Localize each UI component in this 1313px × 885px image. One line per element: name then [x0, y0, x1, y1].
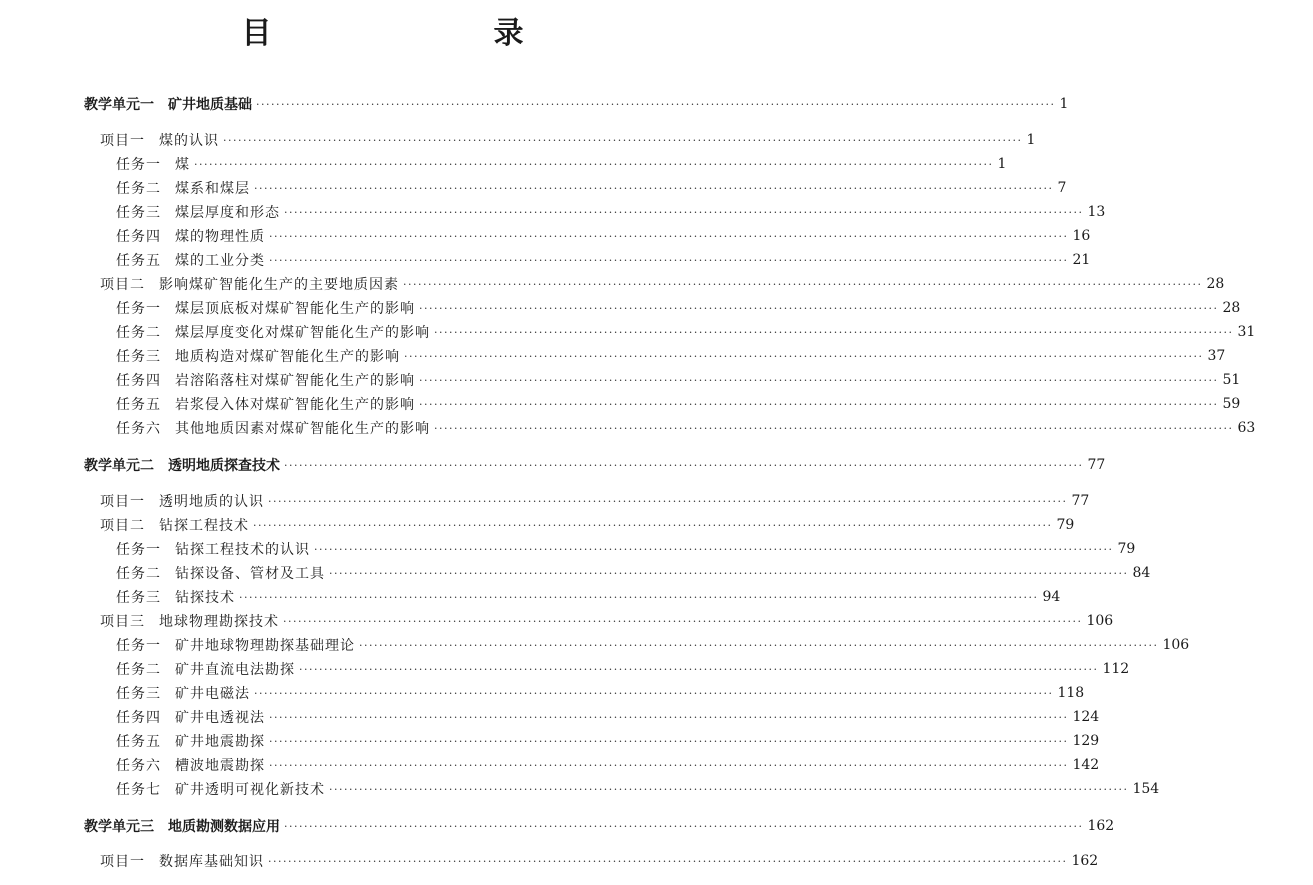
toc-page-number: 77 — [1087, 457, 1106, 473]
toc-page-number: 79 — [1117, 541, 1136, 557]
toc-project-entry — [0, 611, 1114, 631]
dot-leader: ································································································································································ — [434, 325, 1234, 339]
toc-entry-name: 地球物理勘探技术 — [159, 614, 279, 630]
dot-leader: ································································································································································ — [269, 734, 1069, 748]
toc-entry-label: 教学单元三 — [84, 819, 154, 835]
toc-task-entry — [0, 707, 1100, 727]
toc-entry-label: 任务四 — [116, 710, 161, 726]
toc-page-number: 1 — [1026, 132, 1036, 148]
toc-project-entry — [0, 130, 1036, 150]
toc-task-entry — [0, 635, 1190, 655]
toc-entry-name: 煤 — [175, 157, 190, 173]
dot-leader: ································································································································································ — [329, 566, 1129, 580]
toc-page-number: 124 — [1072, 709, 1100, 725]
dot-leader: ································································································································································ — [268, 494, 1068, 508]
toc-entry-label: 任务三 — [116, 686, 161, 702]
toc-entry-label: 项目一 — [100, 494, 145, 510]
toc-entry-title — [116, 587, 235, 607]
toc-entry-title — [84, 94, 252, 114]
toc-entry-name: 矿井电磁法 — [175, 686, 250, 702]
toc-entry-name: 煤的物理性质 — [175, 229, 265, 245]
toc-page-number: 59 — [1222, 396, 1241, 412]
dot-leader: ································································································································································ — [239, 590, 1039, 604]
dot-leader: ································································································································································ — [299, 662, 1099, 676]
toc-page-number: 79 — [1056, 517, 1075, 533]
toc-page-number: 106 — [1086, 613, 1114, 629]
toc-entry-name: 矿井地球物理勘探基础理论 — [175, 638, 355, 654]
toc-entry-title — [116, 298, 415, 318]
toc-entry-name: 矿井电透视法 — [175, 710, 265, 726]
toc-entry-title — [116, 755, 265, 775]
toc-entry-label: 任务四 — [116, 229, 161, 245]
toc-entry-label: 教学单元一 — [84, 97, 154, 113]
toc-entry-title — [116, 779, 325, 799]
toc-entry-title — [100, 851, 264, 871]
toc-entry-label: 项目二 — [100, 277, 145, 293]
toc-entry-title — [100, 274, 399, 294]
toc-entry-name: 矿井透明可视化新技术 — [175, 782, 325, 798]
toc-entry-title — [116, 226, 265, 246]
toc-entry-label: 任务一 — [116, 301, 161, 317]
dot-leader: ································································································································································ — [269, 253, 1069, 267]
toc-page-number: 28 — [1222, 300, 1241, 316]
toc-entry-title — [116, 322, 430, 342]
dot-leader: ································································································································································ — [254, 686, 1054, 700]
toc-entry-label: 任务五 — [116, 397, 161, 413]
toc-page-number: 1 — [1059, 96, 1069, 112]
toc-entry-name: 地质构造对煤矿智能化生产的影响 — [175, 349, 400, 365]
toc-entry-title — [116, 563, 325, 583]
toc-task-entry — [0, 418, 1256, 438]
toc-page-number: 106 — [1162, 637, 1190, 653]
toc-page-number: 162 — [1071, 853, 1099, 869]
toc-task-entry — [0, 370, 1241, 390]
toc-entry-title — [116, 370, 415, 390]
toc-entry-name: 矿井地震勘探 — [175, 734, 265, 750]
toc-page-number: 13 — [1087, 204, 1106, 220]
toc-entry-label: 任务七 — [116, 782, 161, 798]
dot-leader: ································································································································································ — [419, 397, 1219, 411]
toc-entry-name: 影响煤矿智能化生产的主要地质因素 — [159, 277, 399, 293]
toc-page-number: 31 — [1237, 324, 1256, 340]
toc-entry-name: 槽波地震勘探 — [175, 758, 265, 774]
toc-task-entry — [0, 322, 1256, 342]
dot-leader: ································································································································································ — [254, 181, 1054, 195]
toc-entry-name: 煤层顶底板对煤矿智能化生产的影响 — [175, 301, 415, 317]
toc-page-number: 142 — [1072, 757, 1100, 773]
toc-task-entry — [0, 731, 1100, 751]
toc-entry-title — [100, 491, 264, 511]
toc-task-entry — [0, 563, 1151, 583]
toc-page-number: 1 — [997, 156, 1007, 172]
toc-entry-label: 任务六 — [116, 758, 161, 774]
dot-leader: ································································································································································ — [404, 349, 1204, 363]
toc-entry-label: 任务六 — [116, 421, 161, 437]
toc-entry-title — [116, 707, 265, 727]
toc-entry-name: 矿井地质基础 — [168, 97, 252, 113]
dot-leader: ································································································································································ — [269, 758, 1069, 772]
toc-entry-label: 项目三 — [100, 614, 145, 630]
toc-entry-title — [100, 130, 219, 150]
toc-entry-title — [100, 611, 279, 631]
toc-entry-label: 任务二 — [116, 566, 161, 582]
dot-leader: ································································································································································ — [269, 710, 1069, 724]
dot-leader: ································································································································································ — [359, 638, 1159, 652]
toc-entry-label: 任务一 — [116, 157, 161, 173]
toc-entry-name: 透明地质探查技术 — [168, 458, 280, 474]
toc-page-number: 154 — [1132, 781, 1160, 797]
toc-entry-label: 任务一 — [116, 638, 161, 654]
toc-entry-name: 透明地质的认识 — [159, 494, 264, 510]
toc-task-entry — [0, 226, 1091, 246]
toc-task-entry — [0, 755, 1100, 775]
toc-page-number: 51 — [1222, 372, 1241, 388]
toc-entry-name: 矿井直流电法勘探 — [175, 662, 295, 678]
toc-unit-entry — [0, 816, 1115, 836]
dot-leader: ································································································································································ — [256, 97, 1056, 111]
toc-entry-label: 任务三 — [116, 590, 161, 606]
toc-task-entry — [0, 779, 1160, 799]
toc-project-entry — [0, 491, 1090, 511]
toc-page-number: 63 — [1237, 420, 1256, 436]
toc-page-number: 129 — [1072, 733, 1100, 749]
toc-entry-label: 任务二 — [116, 325, 161, 341]
toc-entry-title — [116, 250, 265, 270]
toc-entry-label: 任务一 — [116, 542, 161, 558]
dot-leader: ································································································································································ — [284, 205, 1084, 219]
toc-entry-label: 项目一 — [100, 854, 145, 870]
toc-task-entry — [0, 298, 1241, 318]
toc-task-entry — [0, 394, 1241, 414]
toc-entry-label: 任务二 — [116, 662, 161, 678]
toc-page-number: 162 — [1087, 818, 1115, 834]
toc-entry-name: 煤层厚度变化对煤矿智能化生产的影响 — [175, 325, 430, 341]
toc-task-entry — [0, 250, 1091, 270]
dot-leader: ································································································································································ — [419, 373, 1219, 387]
toc-entry-title — [116, 683, 250, 703]
dot-leader: ································································································································································ — [284, 458, 1084, 472]
toc-entry-name: 岩溶陷落柱对煤矿智能化生产的影响 — [175, 373, 415, 389]
toc-entry-name: 煤的认识 — [159, 133, 219, 149]
toc-page-number: 28 — [1206, 276, 1225, 292]
toc-entry-title — [116, 418, 430, 438]
toc-entry-label: 任务三 — [116, 349, 161, 365]
dot-leader: ································································································································································ — [268, 854, 1068, 868]
toc-unit-entry — [0, 94, 1069, 114]
toc-entry-name: 钻探工程技术的认识 — [175, 542, 310, 558]
toc-task-entry — [0, 346, 1226, 366]
dot-leader: ································································································································································ — [403, 277, 1203, 291]
toc-entry-name: 钻探工程技术 — [159, 518, 249, 534]
dot-leader: ································································································································································ — [283, 614, 1083, 628]
dot-leader: ································································································································································ — [253, 518, 1053, 532]
toc-entry-title — [116, 178, 250, 198]
dot-leader: ································································································································································ — [434, 421, 1234, 435]
toc-entry-title — [84, 816, 280, 836]
toc-entry-name: 岩浆侵入体对煤矿智能化生产的影响 — [175, 397, 415, 413]
dot-leader: ································································································································································ — [314, 542, 1114, 556]
toc-project-entry — [0, 274, 1225, 294]
toc-entry-title — [100, 515, 249, 535]
toc-entry-label: 任务五 — [116, 253, 161, 269]
toc-entry-title — [116, 659, 295, 679]
toc-entry-label: 项目一 — [100, 133, 145, 149]
toc-entry-label: 教学单元二 — [84, 458, 154, 474]
toc-task-entry — [0, 587, 1061, 607]
dot-leader: ································································································································································ — [194, 157, 994, 171]
toc-task-entry — [0, 659, 1130, 679]
toc-entry-title — [116, 635, 355, 655]
toc-entry-label: 项目二 — [100, 518, 145, 534]
toc-project-entry — [0, 851, 1099, 871]
dot-leader: ································································································································································ — [223, 133, 1023, 147]
toc-task-entry — [0, 539, 1136, 559]
toc-entry-name: 数据库基础知识 — [159, 854, 264, 870]
toc-entry-label: 任务三 — [116, 205, 161, 221]
toc-entry-title — [116, 154, 190, 174]
page-title: 目 录 — [241, 16, 620, 51]
toc-entry-name: 钻探设备、管材及工具 — [175, 566, 325, 582]
toc-project-entry — [0, 515, 1075, 535]
toc-page-number: 94 — [1042, 589, 1061, 605]
toc-task-entry — [0, 202, 1106, 222]
toc-page-number: 112 — [1102, 661, 1130, 677]
toc-entry-title — [116, 346, 400, 366]
toc-entry-name: 煤层厚度和形态 — [175, 205, 280, 221]
toc-entry-title — [116, 539, 310, 559]
toc-task-entry — [0, 683, 1085, 703]
toc-page-number: 77 — [1071, 493, 1090, 509]
toc-entry-name: 其他地质因素对煤矿智能化生产的影响 — [175, 421, 430, 437]
toc-entry-title — [84, 455, 280, 475]
toc-page-number: 21 — [1072, 252, 1091, 268]
toc-entry-label: 任务四 — [116, 373, 161, 389]
toc-entry-name: 煤的工业分类 — [175, 253, 265, 269]
dot-leader: ································································································································································ — [329, 782, 1129, 796]
toc-task-entry — [0, 178, 1067, 198]
dot-leader: ································································································································································ — [419, 301, 1219, 315]
toc-entry-name: 地质勘测数据应用 — [168, 819, 280, 835]
dot-leader: ································································································································································ — [284, 819, 1084, 833]
dot-leader: ································································································································································ — [269, 229, 1069, 243]
toc-entry-name: 钻探技术 — [175, 590, 235, 606]
toc-task-entry — [0, 154, 1007, 174]
toc-page-number: 37 — [1207, 348, 1226, 364]
toc-entry-label: 任务五 — [116, 734, 161, 750]
toc-page-number: 84 — [1132, 565, 1151, 581]
toc-page-number: 118 — [1057, 685, 1085, 701]
toc-entry-title — [116, 202, 280, 222]
toc-entry-name: 煤系和煤层 — [175, 181, 250, 197]
toc-page-number: 16 — [1072, 228, 1091, 244]
toc-entry-label: 任务二 — [116, 181, 161, 197]
toc-page-number: 7 — [1057, 180, 1067, 196]
toc-unit-entry — [0, 455, 1106, 475]
toc-entry-title — [116, 394, 415, 414]
toc-entry-title — [116, 731, 265, 751]
